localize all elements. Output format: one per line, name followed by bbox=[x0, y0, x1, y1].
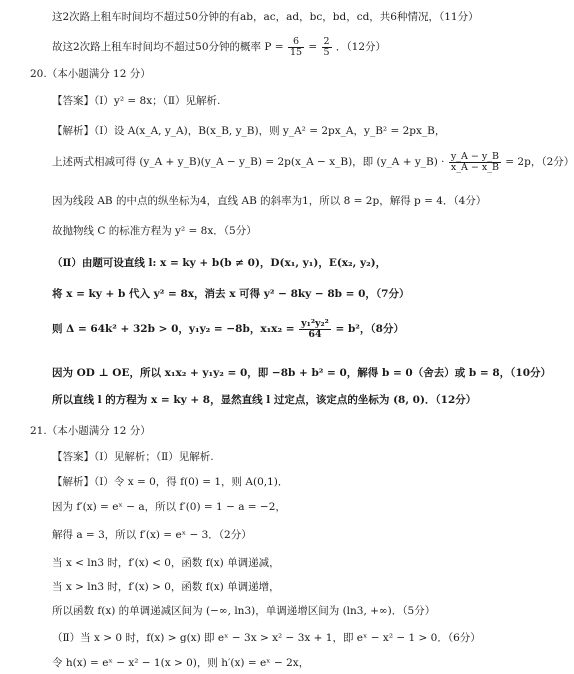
denominator: 64 bbox=[308, 328, 322, 340]
text-segment: ．（12分） bbox=[335, 41, 387, 53]
derivation-line bbox=[52, 151, 574, 173]
text-line: （Ⅱ）由题可设直线 l: x = ky + b(b ≠ 0)，D(x₁, y₁)，E(x₂, y₂)， bbox=[52, 257, 387, 269]
numerator: 2 bbox=[323, 35, 330, 47]
analysis-line: 【解析】（Ⅰ）设 A(x_A, y_A)，B(x_B, y_B)，则 y_A² = 2px_A，y_B² = 2px_B， bbox=[52, 125, 446, 137]
text-line: 当 x < ln3 时，f′(x) < 0，函数 f(x) 单调递减， bbox=[52, 557, 280, 569]
text-segment: 故这2次路上租车时间均不超过50分钟的概率 P = bbox=[52, 41, 284, 53]
text-line: 因为 f′(x) = eˣ − a，所以 f′(0) = 1 − a = −2， bbox=[52, 501, 286, 513]
probability-line bbox=[52, 36, 386, 58]
text-line: 因为 OD ⊥ OE，所以 x₁x₂ + y₁y₂ = 0，即 −8b + b² = 0，解得 b = 0（舍去）或 b = 8，（10分） bbox=[52, 367, 551, 379]
equals-sign: = bbox=[308, 41, 318, 53]
fraction bbox=[288, 37, 304, 58]
answer-line: 【答案】（Ⅰ）见解析；（Ⅱ）见解析. bbox=[52, 451, 214, 463]
text-line: 所以直线 l 的方程为 x = ky + 8，显然直线 l 过定点，该定点的坐标为 (8, 0)．（12分） bbox=[52, 394, 477, 406]
text-line: 令 h(x) = eˣ − x² − 1(x > 0)，则 h′(x) = eˣ − 2x， bbox=[52, 657, 310, 669]
analysis-line: 【解析】（Ⅰ）令 x = 0，得 f(0) = 1，则 A(0,1)． bbox=[52, 476, 289, 488]
fraction bbox=[322, 37, 332, 58]
delta-line bbox=[52, 318, 404, 340]
answer-line: 【答案】（Ⅰ）y² = 8x；（Ⅱ）见解析. bbox=[52, 95, 221, 107]
text-line: 解得 a = 3，所以 f′(x) = eˣ − 3．（2分） bbox=[52, 529, 252, 541]
numerator: 6 bbox=[288, 37, 304, 48]
text-segment: = b²，（8分） bbox=[335, 323, 404, 335]
text-line: 所以函数 f(x) 的单调递减区间为 (−∞, ln3)，单调递增区间为 (ln3, +∞)．（5分） bbox=[52, 605, 436, 617]
denominator: x_A − x_B bbox=[450, 161, 499, 173]
text-segment: 则 Δ = 64k² + 32b > 0，y₁y₂ = −8b，x₁x₂ = bbox=[52, 323, 295, 335]
fraction bbox=[299, 319, 331, 340]
question-heading: 20.（本小题满分 12 分） bbox=[30, 68, 151, 80]
text-line: 故抛物线 C 的标准方程为 y² = 8x．（5分） bbox=[52, 225, 257, 237]
denominator: 5 bbox=[323, 46, 330, 58]
text-line: 当 x > ln3 时，f′(x) > 0，函数 f(x) 单调递增， bbox=[52, 581, 280, 593]
text-segment: 上述两式相减可得 (y_A + y_B)(y_A − y_B) = 2p(x_A − x_B)，即 (y_A + y_B) · bbox=[52, 156, 445, 168]
text-line: 这2次路上租车时间均不超过50分钟的有ab，ac，ad，bc，bd，cd，共6种情况，（11分） bbox=[52, 11, 479, 23]
denominator: 15 bbox=[289, 46, 303, 58]
fraction bbox=[449, 152, 501, 173]
question-heading: 21.（本小题满分 12 分） bbox=[30, 425, 151, 437]
text-line: （Ⅱ）当 x > 0 时，f(x) > g(x) 即 eˣ − 3x > x² − 3x + 1，即 eˣ − x² − 1 > 0．（6分） bbox=[52, 632, 481, 644]
text-line: 因为线段 AB 的中点的纵坐标为4，直线 AB 的斜率为1，所以 8 = 2p，解得 p = 4．（4分） bbox=[52, 195, 487, 207]
numerator: y_A − y_B bbox=[450, 150, 499, 162]
text-segment: = 2p，（2分） bbox=[505, 156, 574, 168]
text-line: 将 x = ky + b 代入 y² = 8x，消去 x 可得 y² − 8ky − 8b = 0，（7分） bbox=[52, 288, 410, 300]
numerator: y₁²y₂² bbox=[301, 317, 329, 329]
